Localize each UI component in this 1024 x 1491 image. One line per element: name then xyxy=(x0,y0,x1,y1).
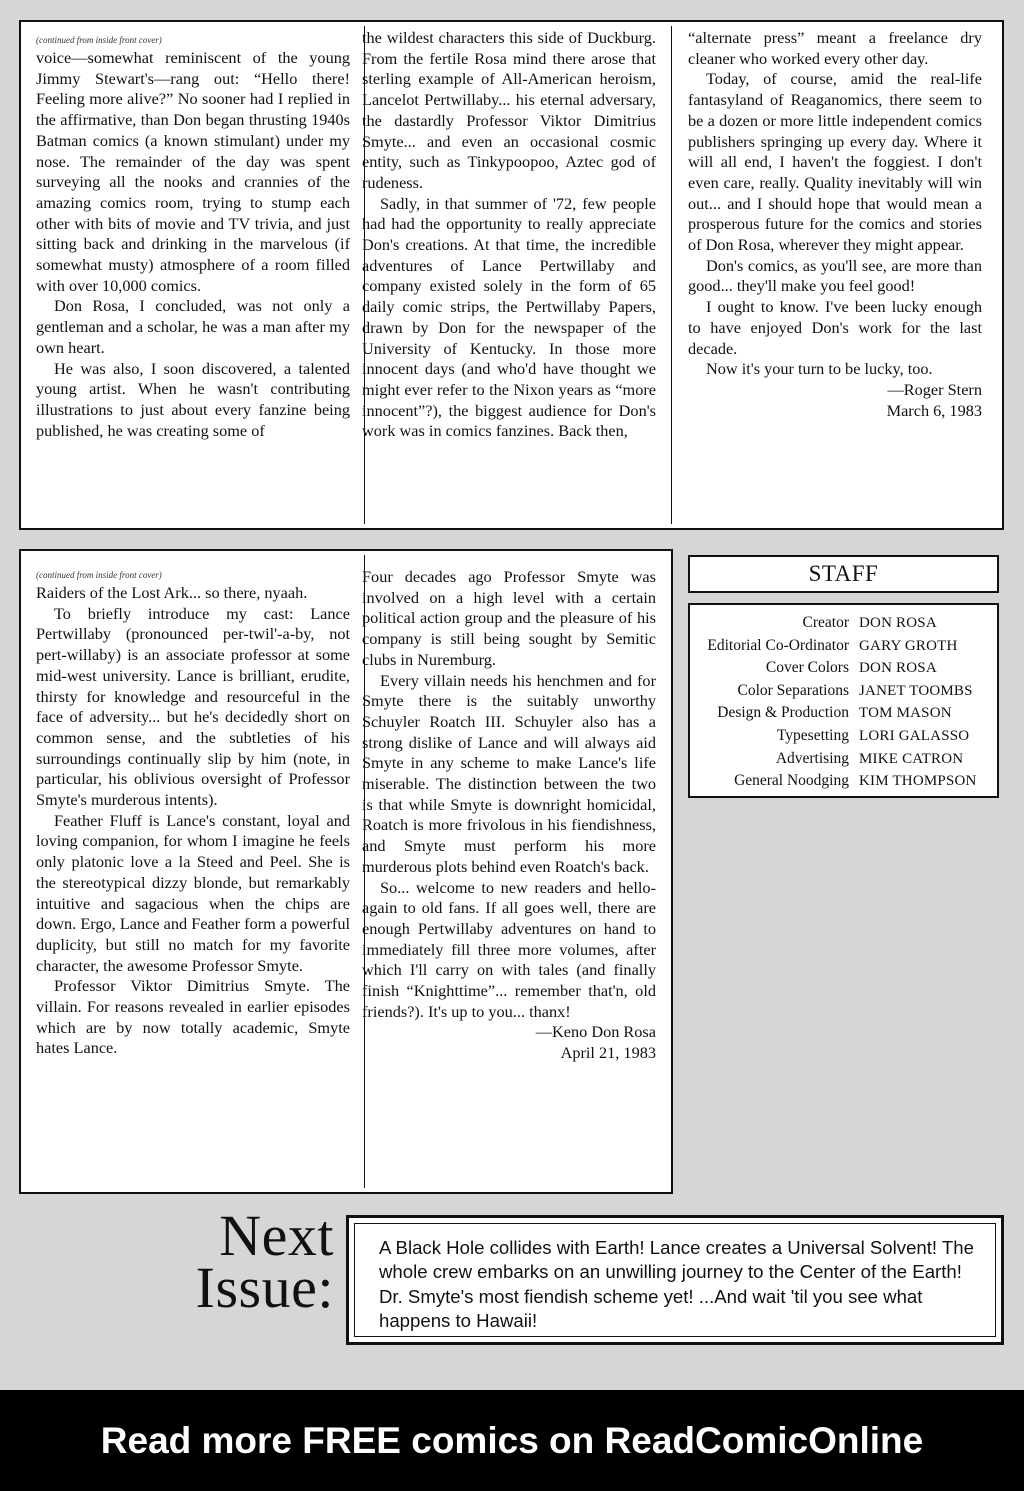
paragraph: So... welcome to new readers and hello-again to old fans. If all goes well, there are enough Pertwillaby adventures on hand to immediately fill three more volumes, after which I'll carry on with tales (and finally finish “Knighttime”... remember that'n, old friends?). It's up to you... thanx! xyxy=(362,877,656,1021)
promo-banner[interactable]: Read more FREE comics on ReadComicOnline xyxy=(0,1390,1024,1491)
next-issue-heading-line: Next xyxy=(219,1203,334,1268)
paragraph: Don's comics, as you'll see, are more than good... they'll make you feel good! xyxy=(688,255,982,296)
staff-role: Typesetting xyxy=(776,726,849,744)
next-issue-box xyxy=(346,1215,1004,1345)
article2-column-2 xyxy=(362,567,656,1192)
signature: —Roger Stern xyxy=(887,379,982,399)
staff-row xyxy=(690,770,997,793)
staff-row xyxy=(690,748,997,771)
staff-role: Advertising xyxy=(775,749,849,767)
staff-role: Cover Colors xyxy=(765,659,849,677)
staff-name: JANET TOOMBS xyxy=(859,682,973,699)
article1-column-1 xyxy=(36,34,350,528)
staff-row xyxy=(690,680,997,703)
paragraph: Today, of course, amid the real-life fantasyland of Reaganomics, there seem to be a dozen or more little independent comics publishers springing up every day. Where it will all end, I haven't the foggiest. I don't even care, really. Quality inevitably will win out... and I should hope that would mean a prosperous future for the comics and stories of Don Rosa, wherever they might appear. xyxy=(688,69,982,255)
paragraph: I ought to know. I've been lucky enough to have enjoyed Don's work for the last decade. xyxy=(688,297,982,358)
staff-role: Design & Production xyxy=(717,704,849,722)
paragraph: To briefly introduce my cast: Lance Pertwillaby (pronounced per-twil'-a-by, not pert-willaby) is an associate professor at some mid-west university. Lance is brilliant, erudite, thirsty for knowledge and resourceful in the face of adversity... but he's decidedly short on common sense, and the subtleties of his surroundings continually slip by him (note, in particular, his oblivious oversight of Professor Smyte's murderous intents). xyxy=(36,603,350,810)
next-issue-heading-line: Issue: xyxy=(195,1255,334,1320)
staff-row xyxy=(690,612,997,635)
staff-role: Editorial Co-Ordinator xyxy=(707,636,849,654)
staff-name: LORI GALASSO xyxy=(859,727,970,744)
paragraph: Feather Fluff is Lance's constant, loyal and loving companion, for whom I imagine he feels only platonic love a la Steed and Peel. She is the stereotypical dizzy blonde, but remarkably intuitive and sagacious when the chips are down. Ergo, Lance and Feather form a powerful duplicity, but still no match for my favorite character, the awesome Professor Smyte. xyxy=(36,810,350,975)
article-roger-stern xyxy=(19,20,1004,530)
staff-title: STAFF xyxy=(688,555,999,593)
staff-name: DON ROSA xyxy=(859,615,937,631)
next-issue-heading xyxy=(150,1203,334,1320)
staff-name: KIM THOMPSON xyxy=(859,773,977,790)
staff-name: MIKE CATRON xyxy=(859,750,964,767)
paragraph: Raiders of the Lost Ark... so there, nyaah. xyxy=(36,583,308,602)
continued-note: (continued from inside front cover) xyxy=(36,35,162,45)
date: April 21, 1983 xyxy=(560,1043,656,1063)
paragraph: voice—somewhat reminiscent of the young Jimmy Stewart's—rang out: “Hello there! Feeling more alive?” No sooner had I replied in the affirmative, than Don began thrusting 1940s Batman comics (a known stimulant) under my nose. The remainder of the day was spent surveying all the nooks and crannies of the amazing comics room, trying to stump each other with bits of movie and TV trivia, and just sitting back and drinking in the marvelous (if somewhat musty) atmosphere of a room filled with over 10,000 comics. xyxy=(36,48,350,295)
staff-name: TOM MASON xyxy=(859,705,952,722)
paragraph: Four decades ago Professor Smyte was involved on a high level with a certain political action group and the pleasure of his company is still being sought by Semitic clubs in Nuremburg. xyxy=(362,567,656,669)
paragraph: “alternate press” meant a freelance dry cleaner who worked every other day. xyxy=(688,28,982,68)
article-don-rosa xyxy=(19,549,673,1194)
staff-row xyxy=(690,725,997,748)
next-issue-blurb: A Black Hole collides with Earth! Lance creates a Universal Solvent! The whole crew embarks on an unwilling journey to the Center of the Earth! Dr. Smyte's most fiendish scheme yet! ...And wait 'til you see what happens to Hawaii! xyxy=(354,1223,996,1337)
article2-column-1 xyxy=(36,569,350,1192)
continued-note: (continued from inside front cover) xyxy=(36,570,162,580)
paragraph: Sadly, in that summer of '72, few people had had the opportunity to really appreciate Don's creations. At that time, the incredible adventures of Lance Pertwillaby and company existed solely in the form of 65 daily comic strips, the Pertwillaby Papers, drawn by Don for the newspaper of the University of Kentucky. In those more innocent days (and who'd have thought we might ever refer to the Nixon years as “more innocent”?), the biggest audience for Don's work was in comics fanzines. Back then, xyxy=(362,193,656,441)
staff-name: GARY GROTH xyxy=(859,637,958,654)
paragraph: Every villain needs his henchmen and for Smyte there is the suitably unworthy Schuyler Roatch III. Schuyler also has a strong dislike of Lance and will always aid Smyte in any scheme to make Lance's life miserable. The distinction between the two is that while Smyte is downright homicidal, Roatch is more frivolous in his fiendishness, and Smyte must perform his more murderous plots behind even Roatch's back. xyxy=(362,670,656,876)
staff-row xyxy=(690,702,997,725)
column-divider xyxy=(671,26,672,524)
paragraph: Professor Viktor Dimitrius Smyte. The villain. For reasons revealed in earlier episodes which are by now totally academic, Smyte hates Lance. xyxy=(36,976,350,1058)
staff-list xyxy=(688,603,999,798)
signature: —Keno Don Rosa xyxy=(535,1022,656,1042)
staff-role: Color Separations xyxy=(737,681,849,699)
article1-column-3 xyxy=(688,28,982,528)
paragraph: Don Rosa, I concluded, was not only a gentleman and a scholar, he was a man after my own heart. xyxy=(36,296,350,357)
paragraph: Now it's your turn to be lucky, too. xyxy=(706,359,933,379)
staff-role: Creator xyxy=(802,614,849,631)
staff-name: DON ROSA xyxy=(859,660,937,677)
staff-row xyxy=(690,635,997,658)
date: March 6, 1983 xyxy=(886,400,982,420)
staff-row xyxy=(690,657,997,680)
article1-column-2 xyxy=(362,28,656,528)
paragraph: the wildest characters this side of Duckburg. From the fertile Rosa mind there arose that sterling example of All-American heroism, Lancelot Pertwillaby... his eternal adversary, the dastardly Professor Viktor Dimitrius Smyte... and even an occasional cosmic entity, such as Tinkypoopoo, Aztec god of rudeness. xyxy=(362,28,656,192)
staff-role: General Noodging xyxy=(734,772,849,790)
paragraph: He was also, I soon discovered, a talented young artist. When he wasn't contributing illustrations to just about every fanzine being published, he was creating some of xyxy=(36,358,350,440)
